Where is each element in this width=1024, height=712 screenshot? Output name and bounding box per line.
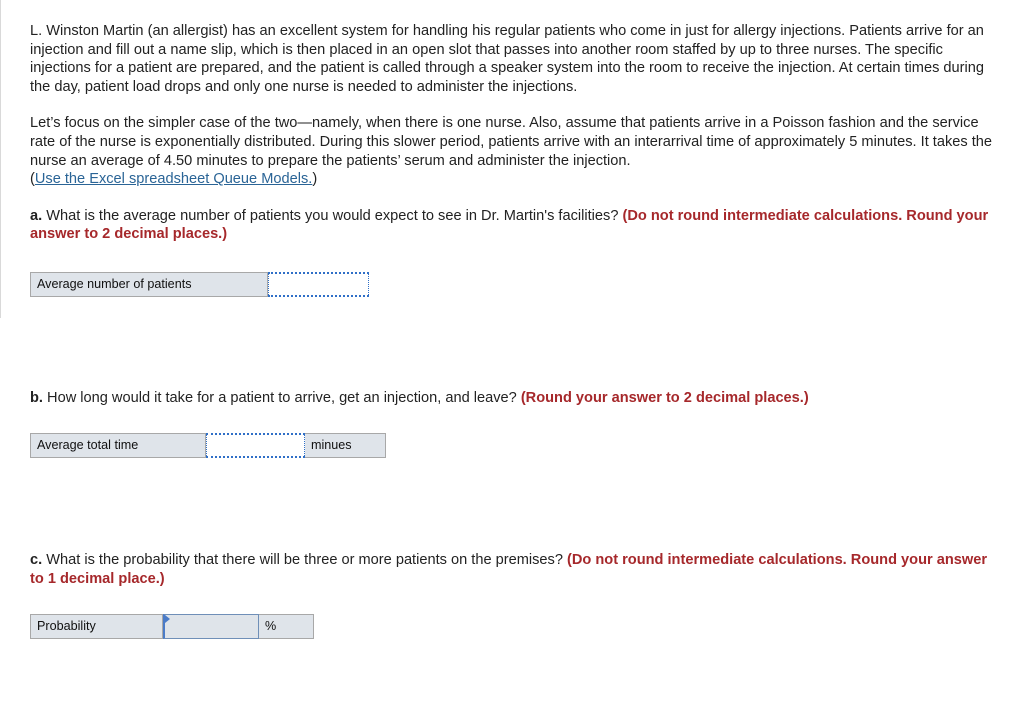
average-total-time-field[interactable] <box>206 433 305 458</box>
excel-queue-models-link[interactable]: Use the Excel spreadsheet Queue Models. <box>34 171 313 188</box>
average-total-time-input[interactable] <box>207 435 304 456</box>
left-margin-rule <box>0 0 1 318</box>
focus-caret-icon <box>165 615 170 623</box>
link-open-paren: ( <box>30 171 35 188</box>
problem-content <box>30 22 1002 633</box>
question-b-instruction: (Round your answer to 2 decimal places.) <box>520 390 809 406</box>
answer-row-c <box>30 614 314 639</box>
minutes-unit-label: minues <box>305 433 386 458</box>
question-c-text: What is the probability that there will be three or more patients on the premises? <box>42 552 567 568</box>
question-a-instruction: (Do not round intermediate calculations. Round your answer to 2 decimal places.) <box>30 207 989 243</box>
question-c <box>30 551 1002 588</box>
probability-field[interactable] <box>163 614 259 639</box>
problem-details-text: Let’s focus on the simpler case of the two—namely, when there is one nurse. Also, assume that patients arrive in a Poisson fashion and the service rate of the nurse is exponentially distributed. During this slower period, patients arrive with an interarrival time of approximately 5 minutes. It takes the nurse an average of 4.50 minutes to prepare the patients’ serum and administer the injection. <box>30 115 993 169</box>
answer-row-a <box>30 272 369 297</box>
average-patients-input[interactable] <box>269 274 368 295</box>
average-total-time-label: Average total time <box>30 433 206 458</box>
question-c-letter: c. <box>30 552 43 568</box>
probability-input[interactable] <box>165 615 258 638</box>
percent-unit-label: % <box>259 614 314 639</box>
question-b <box>30 389 1002 408</box>
question-b-letter: b. <box>30 390 43 406</box>
question-a <box>30 207 1002 244</box>
question-c-instruction: (Do not round intermediate calculations. Round your answer to 1 decimal place.) <box>30 552 988 587</box>
question-a-text: What is the average number of patients you would expect to see in Dr. Martin's facilities? <box>42 207 623 224</box>
question-a-letter: a. <box>30 207 43 224</box>
probability-label: Probability <box>30 614 163 639</box>
question-b-text: How long would it take for a patient to arrive, get an injection, and leave? <box>42 390 521 406</box>
answer-row-b <box>30 433 386 458</box>
average-patients-label: Average number of patients <box>30 272 268 297</box>
link-close-paren: ) <box>312 171 318 188</box>
problem-details <box>30 114 1002 188</box>
problem-intro: L. Winston Martin (an allergist) has an excellent system for handling his regular patients who come in just for allergy injections. Patients arrive for an injection and fill out a name slip, which is then placed in an open slot that passes into another room staffed by up to three nurses. The specific injections for a patient are prepared, and the patient is called through a speaker system into the room to receive the injection. At certain times during the day, patient load drops and only one nurse is needed to administer the injections. <box>30 23 984 95</box>
average-patients-field[interactable] <box>268 272 369 297</box>
